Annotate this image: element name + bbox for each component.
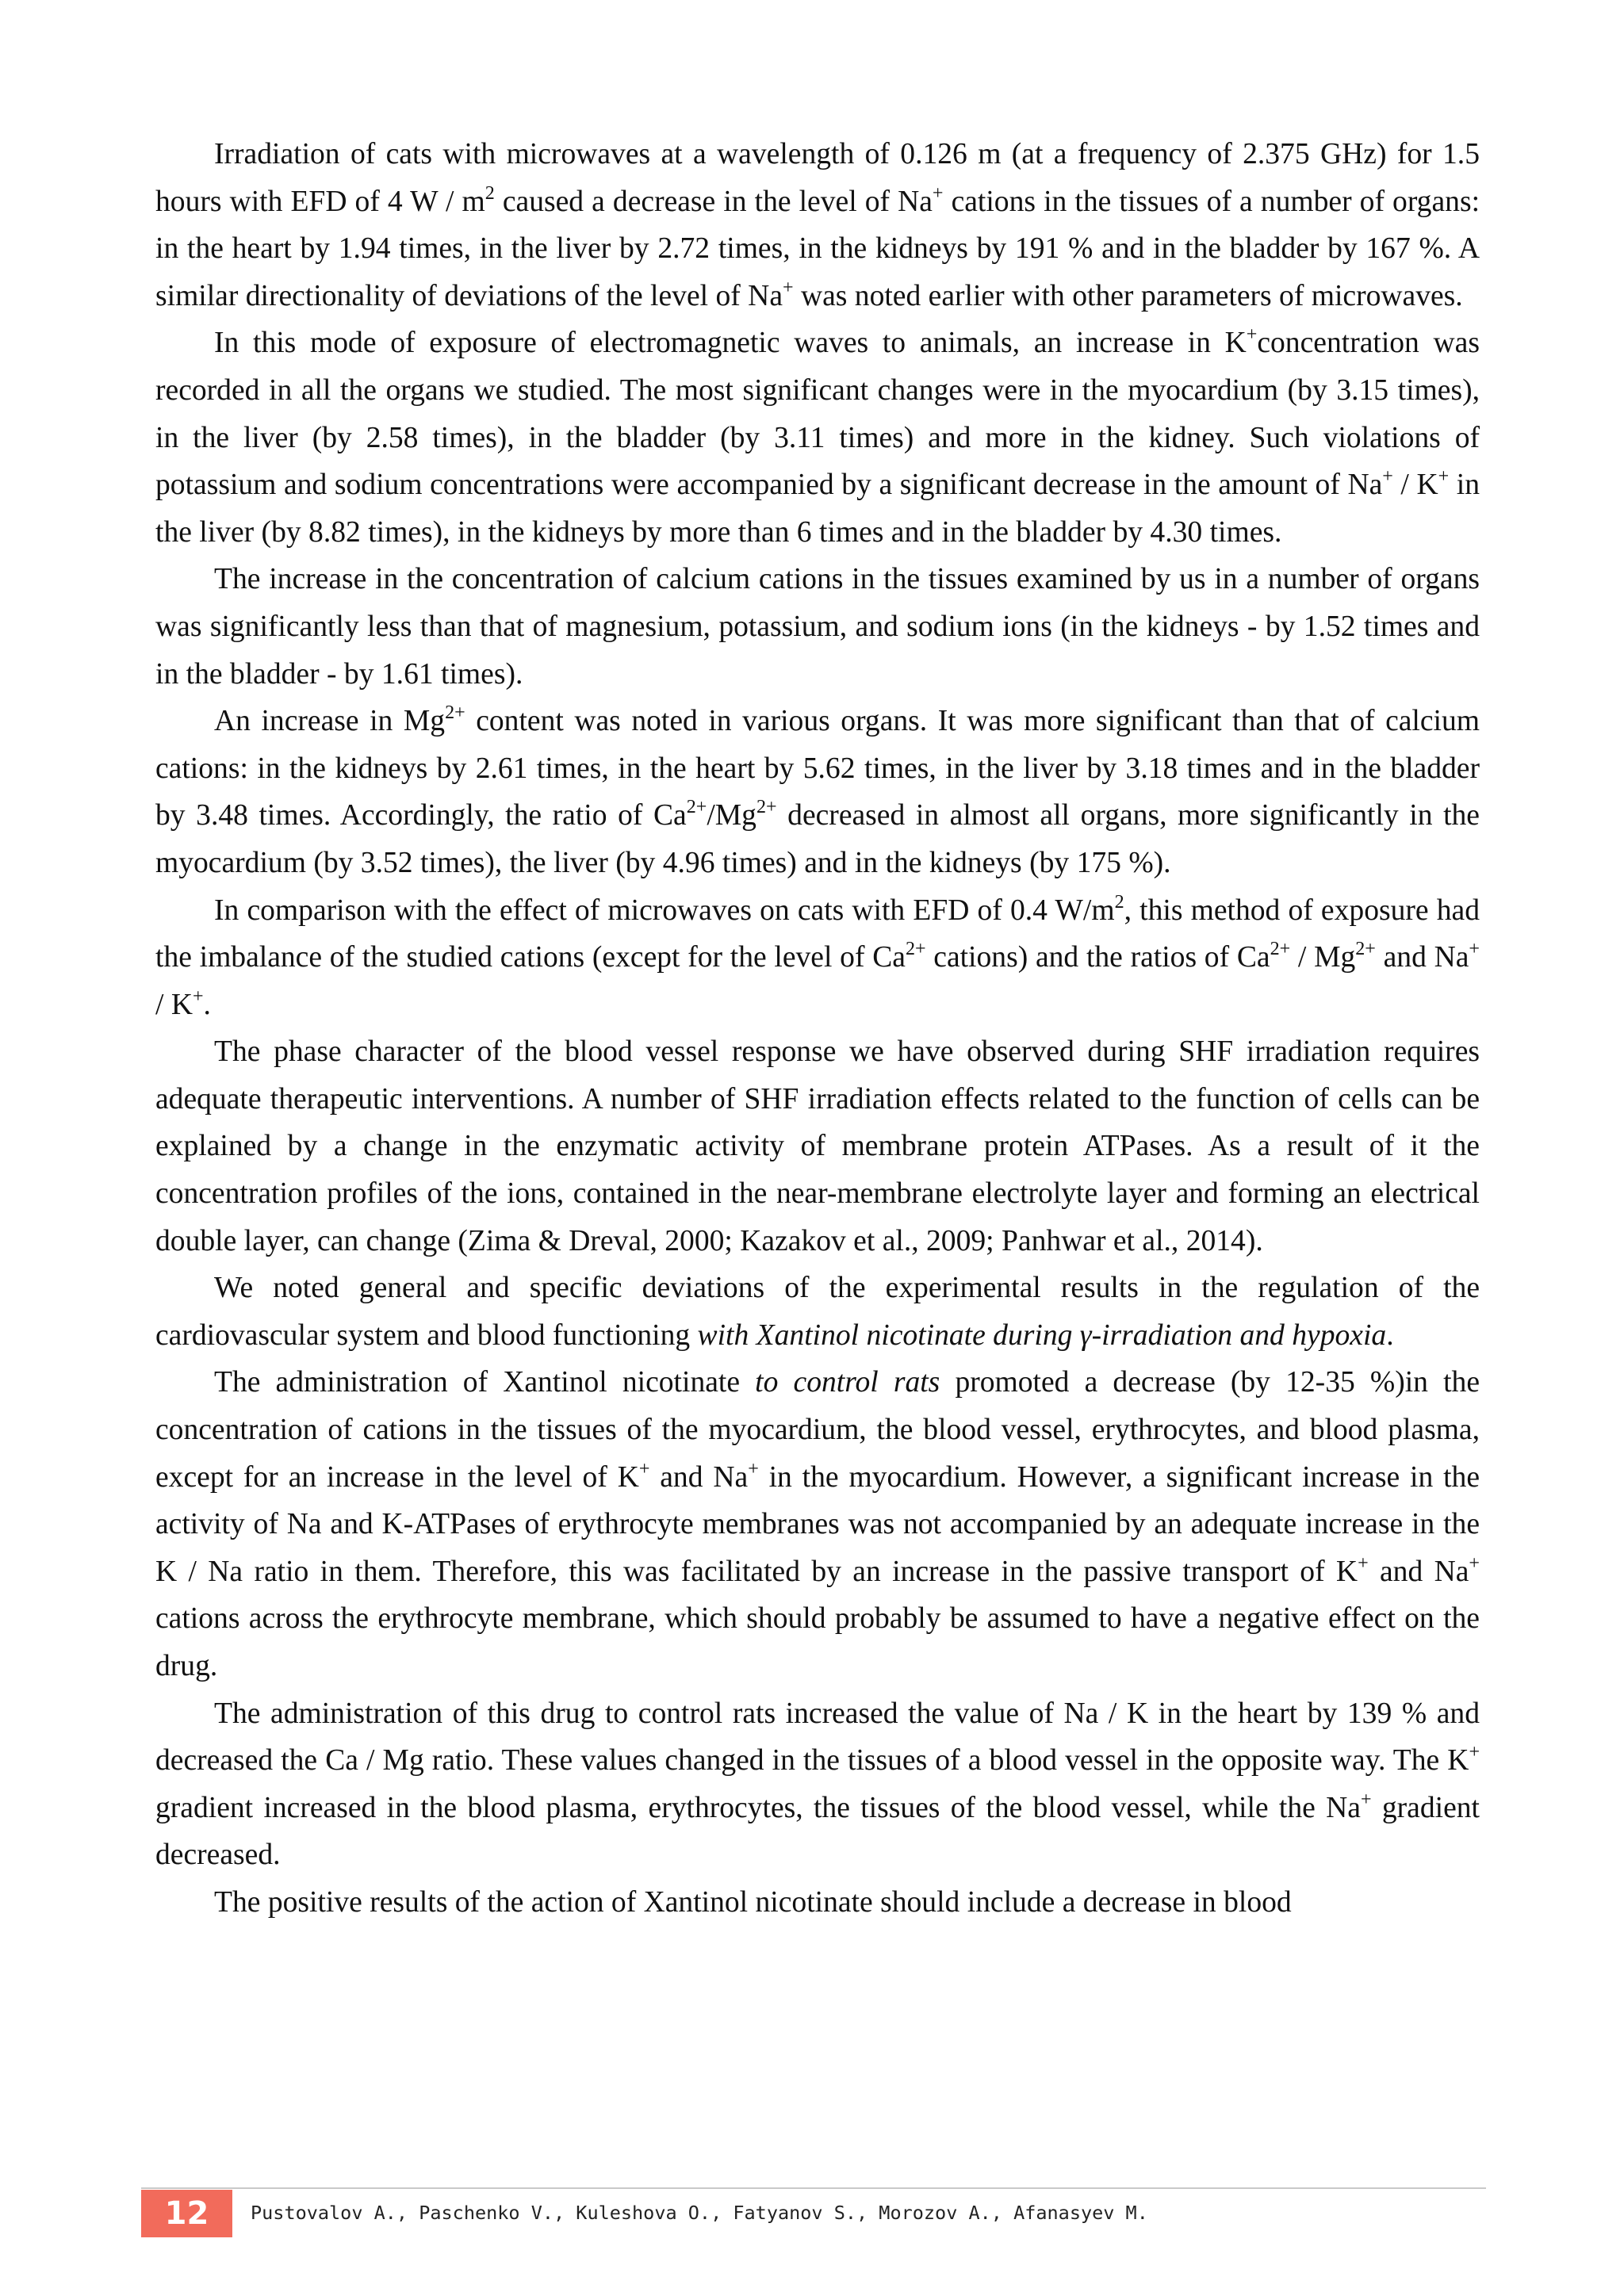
text-run: and Na — [1368, 1555, 1469, 1588]
text-run: The phase character of the blood vessel response we have observed during SHF irradiation requires adequate therapeutic interventions. A number of SHF irradiation effects related to the function of cells can be explained by a change in the enzymatic activity of membrane protein ATPases. As a result of it the concentration profiles of the ions, contained in the near-membrane electrolyte layer and forming an electrical double layer, can change (Zima & Dreval, 2000; Kazakov et al., 2009; Panhwar et al., 2014). — [155, 1035, 1480, 1257]
page-number: 12 — [141, 2190, 232, 2237]
footer-divider — [141, 2187, 1486, 2189]
superscript: + — [1246, 324, 1258, 346]
superscript: + — [1358, 1552, 1369, 1574]
text-run: concentration was recorded in all the organs we studied. The most significant changes were in the myocardium (by 3.15 times), in the liver (by 2.58 times), in the bladder (by 3.11 times) and more in the kidney. Such violations of potassium and sodium concentrations were accompanied by a significant decrease in the amount of Na — [155, 327, 1480, 502]
body-paragraph — [155, 1879, 1480, 1927]
superscript: + — [932, 182, 944, 204]
text-run: The positive results of the action of Xantinol nicotinate should include a decrease in blood — [214, 1885, 1292, 1919]
text-run: Irradiation of cats with microwaves at a wavelength of 0.126 m (at a frequency of 2.375 GHz) for 1.5 hours with EFD of 4 W / m — [155, 138, 1480, 218]
body-paragraph — [155, 1028, 1480, 1265]
text-run: gradient decreased. — [155, 1791, 1480, 1872]
superscript: + — [1469, 939, 1480, 960]
text-run: gradient increased in the blood plasma, erythrocytes, the tissues of the blood vessel, while the Na — [155, 1791, 1361, 1824]
superscript: + — [748, 1458, 759, 1479]
text-run: promoted a decrease (by 12-35 %)in the concentration of cations in the tissues of the myocardium, the blood vessel, erythrocytes, and blood plasma, except for an increase in the level of K — [155, 1366, 1480, 1494]
superscript: 2+ — [905, 939, 926, 960]
superscript: + — [1469, 1552, 1480, 1574]
superscript: 2 — [485, 182, 495, 204]
text-run: An increase in Mg — [214, 705, 446, 738]
superscript: 2+ — [1355, 939, 1376, 960]
superscript: + — [1438, 466, 1450, 488]
superscript: 2+ — [1270, 939, 1291, 960]
italic-text: with Xantinol nicotinate during γ-irradiation and hypoxia — [697, 1318, 1387, 1352]
text-run: . — [1386, 1318, 1394, 1352]
superscript: 2+ — [686, 797, 707, 818]
article-body — [155, 131, 1480, 1927]
text-run: / K — [1392, 469, 1438, 502]
text-run: The administration of this drug to control rats increased the value of Na / K in the heart by 139 % and decreased the Ca / Mg ratio. These values changed in the tissues of a blood vessel in the opposite way. The K — [155, 1697, 1480, 1777]
body-paragraph — [155, 320, 1480, 556]
body-paragraph — [155, 887, 1480, 1029]
text-run: In this mode of exposure of electromagnetic waves to animals, an increase in K — [214, 327, 1247, 360]
text-run: /Mg — [707, 799, 756, 832]
text-run: and Na — [649, 1460, 749, 1494]
body-paragraph — [155, 131, 1480, 320]
superscript: + — [1469, 1742, 1480, 1763]
text-run: , this method of exposure had the imbalance of the studied cations (except for the level of Ca — [155, 894, 1480, 974]
body-paragraph — [155, 698, 1480, 886]
superscript: + — [192, 985, 204, 1007]
text-run: content was noted in various organs. It was more significant than that of calcium cations: in the kidneys by 2.61 times, in the heart by 5.62 times, in the liver by 3.18 times and in the bladder by 3.48 times. Accordingly, the ratio of Ca — [155, 705, 1480, 832]
text-run: The increase in the concentration of calcium cations in the tissues examined by us in a number of organs was significantly less than that of magnesium, potassium, and sodium ions (in the kidneys - by 1.52 times and in the bladder - by 1.61 times). — [155, 563, 1480, 691]
superscript: + — [638, 1458, 650, 1479]
superscript: + — [1382, 466, 1393, 488]
superscript: 2+ — [756, 797, 777, 818]
text-run: cations) and the ratios of Ca — [925, 941, 1270, 974]
text-run: cations in the tissues of a number of organs: in the heart by 1.94 times, in the liver by 2.72 times, in the kidneys by 191 % and in the bladder by 167 %. A similar directionality of deviations of the level of Na — [155, 185, 1480, 312]
text-run: We noted general and specific deviations of the experimental results in the regulation of the cardiovascular system and blood functioning — [155, 1272, 1480, 1352]
text-run: The administration of Xantinol nicotinate — [214, 1366, 756, 1399]
body-paragraph — [155, 1359, 1480, 1689]
text-run: in the myocardium. However, a significant increase in the activity of Na and K-ATPases of erythrocyte membranes was not accompanied by an adequate increase in the K / Na ratio in them. Therefore, this was facilitated by an increase in the passive transport of K — [155, 1460, 1480, 1588]
text-run: decreased in almost all organs, more significantly in the myocardium (by 3.52 times), the liver (by 4.96 times) and in the kidneys (by 175 %). — [155, 799, 1480, 879]
superscript: 2 — [1114, 891, 1124, 913]
text-run: was noted earlier with other parameters of microwaves. — [793, 279, 1463, 312]
text-run: . — [203, 988, 211, 1021]
text-run: / K — [155, 988, 193, 1021]
body-paragraph — [155, 1265, 1480, 1359]
text-run: caused a decrease in the level of Na — [494, 185, 933, 218]
footer-authors: Pustovalov A., Paschenko V., Kuleshova O., Fatyanov S., Morozov A., Afanasyev M. — [251, 2202, 1148, 2224]
text-run: in the liver (by 8.82 times), in the kidneys by more than 6 times and in the bladder by 4.30 times. — [155, 469, 1480, 549]
text-run: and Na — [1375, 941, 1469, 974]
text-run: cations across the erythrocyte membrane, which should probably be assumed to have a negative effect on the drug. — [155, 1602, 1480, 1682]
superscript: + — [1360, 1789, 1372, 1810]
italic-text: to control rats — [755, 1366, 940, 1399]
text-run: / Mg — [1290, 941, 1356, 974]
superscript: 2+ — [445, 702, 465, 724]
superscript: + — [783, 277, 794, 298]
body-paragraph — [155, 556, 1480, 698]
body-paragraph — [155, 1690, 1480, 1879]
text-run: In comparison with the effect of microwaves on cats with EFD of 0.4 W/m — [214, 894, 1115, 927]
